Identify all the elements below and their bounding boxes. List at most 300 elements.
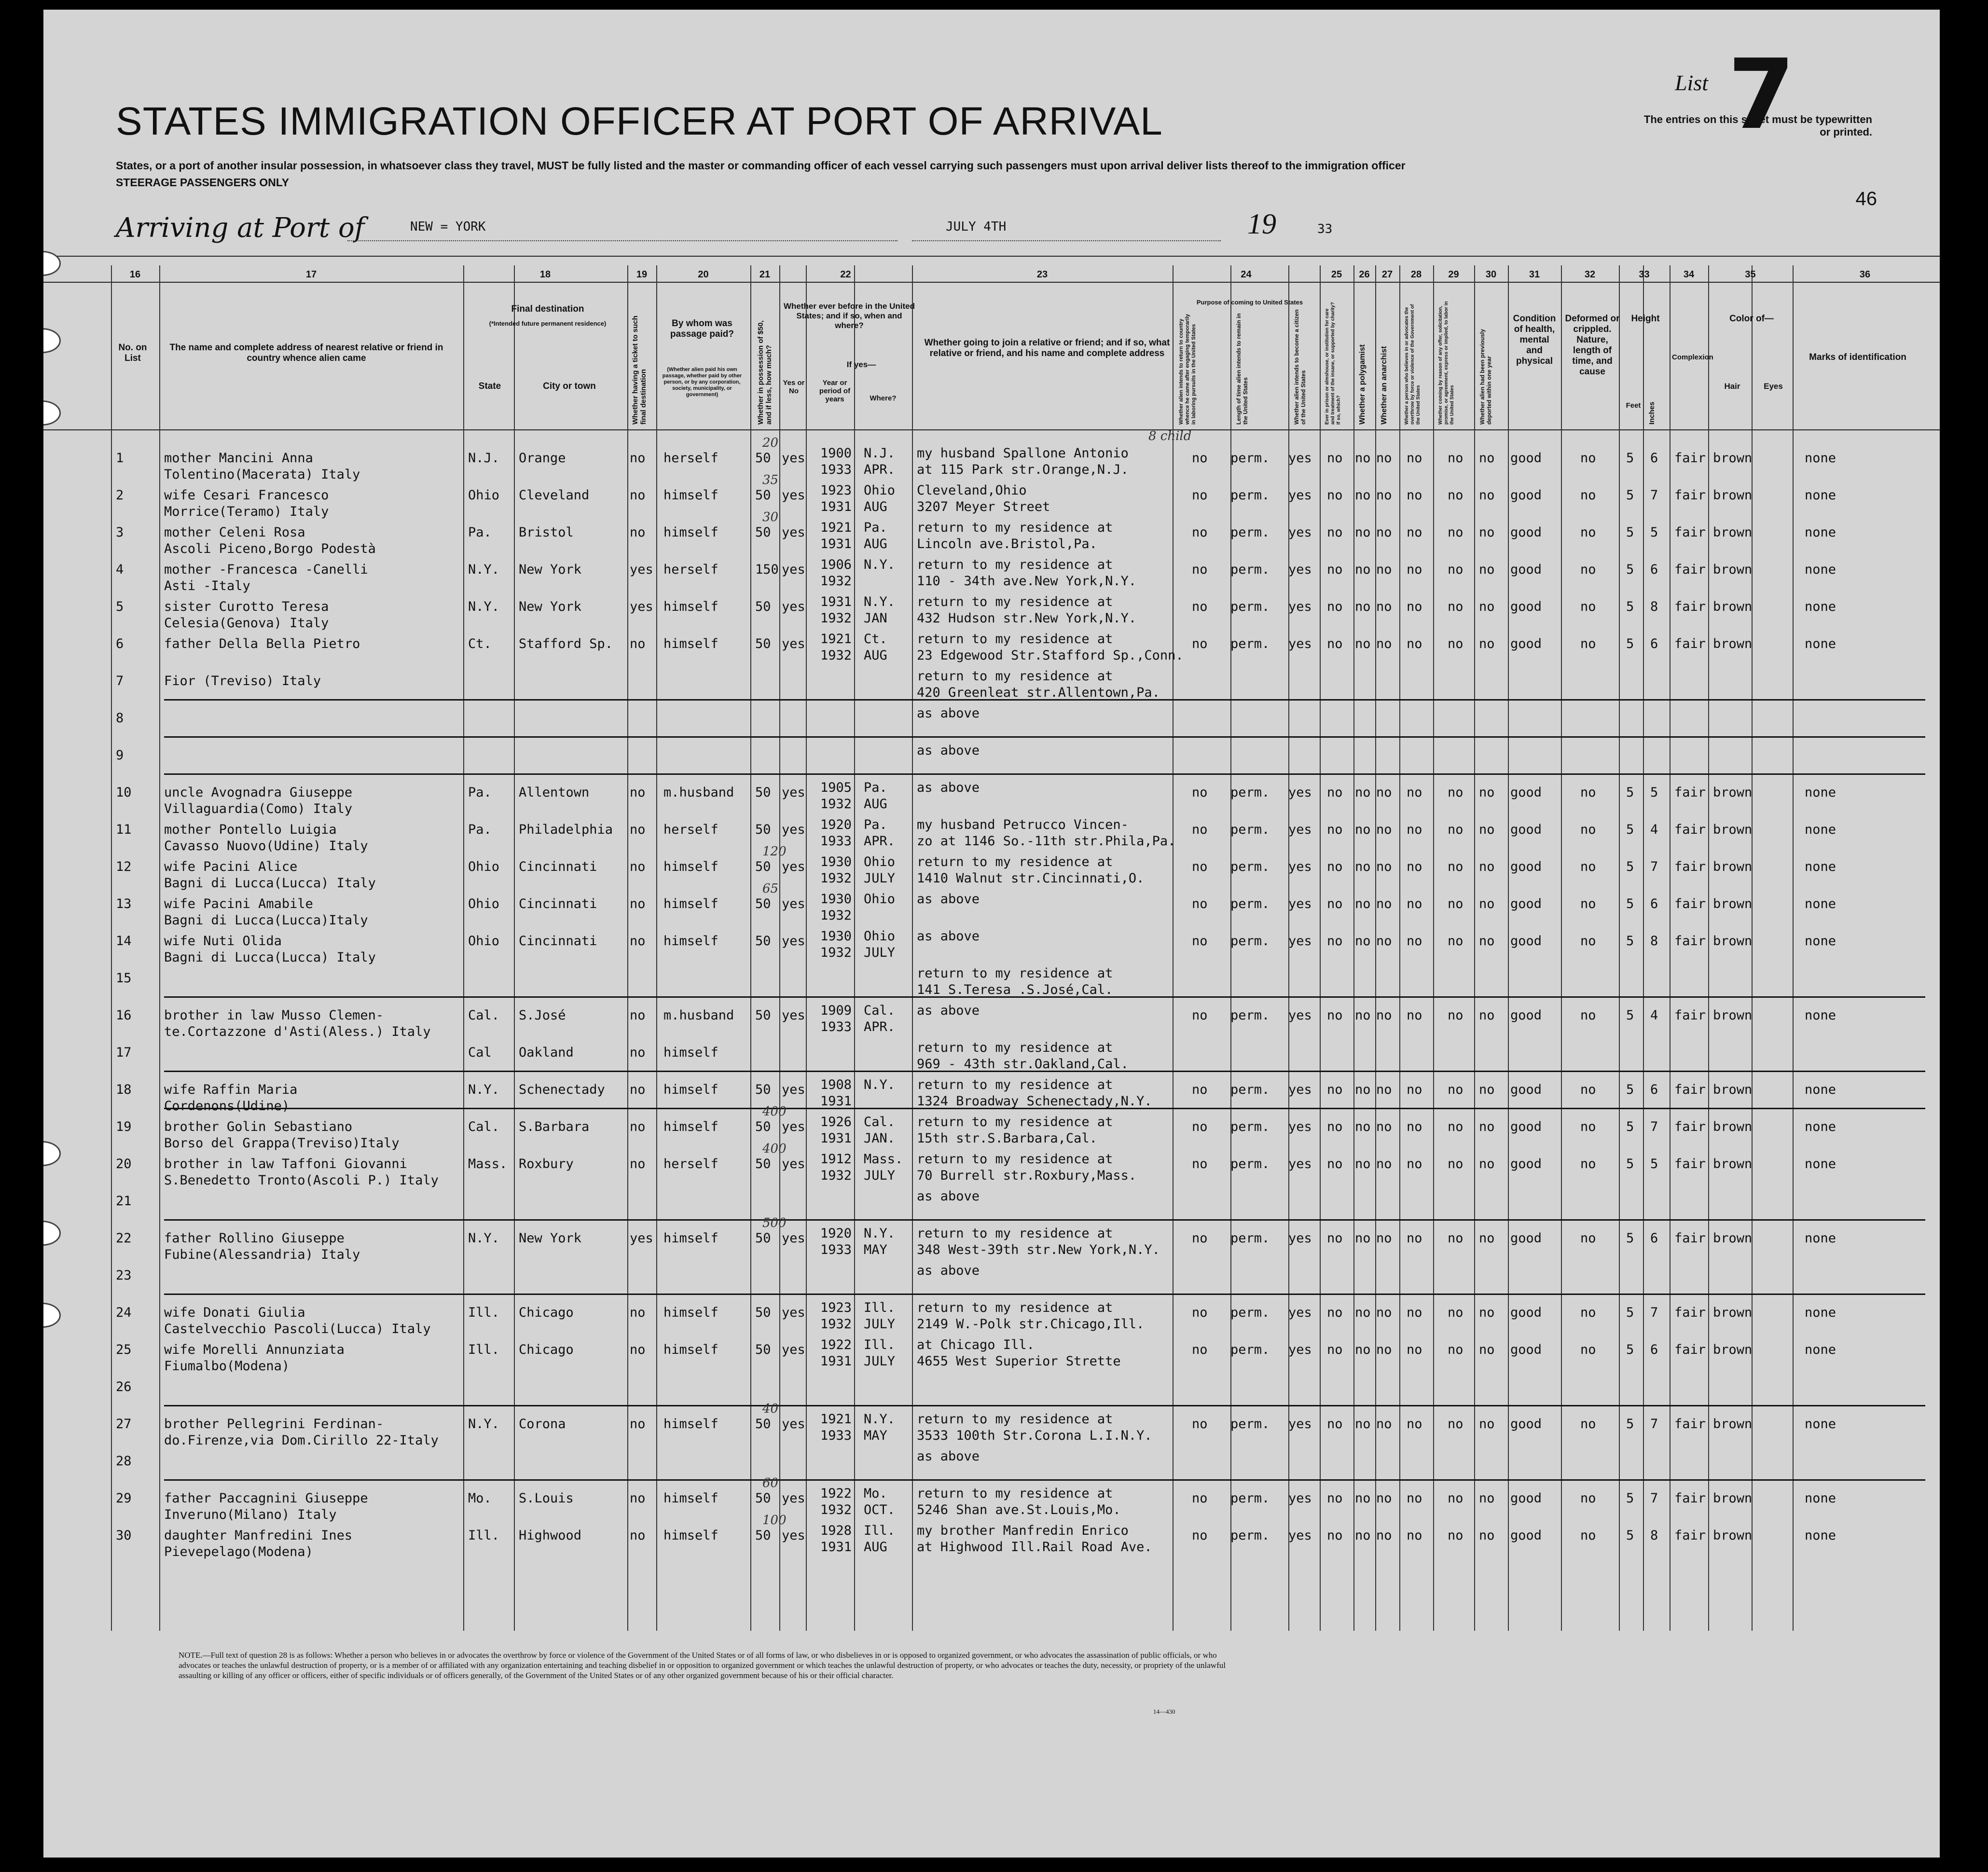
relative-town: Morrice(Teramo) Italy [164, 504, 329, 519]
health-cell: good [1510, 896, 1542, 911]
deformed-cell: no [1580, 525, 1596, 540]
money-cell: 50 [755, 1082, 771, 1097]
column-number: 33 [1639, 269, 1650, 280]
marks-cell: none [1805, 1491, 1836, 1506]
before-year-cell: 1921 [820, 632, 852, 647]
before-month-cell: OCT. [864, 1502, 896, 1517]
health-cell: good [1510, 488, 1542, 503]
q30-cell: no [1479, 1082, 1495, 1097]
join-address-cell: at 115 Park str.Orange,N.J. [917, 462, 1129, 477]
strike-line [164, 1479, 1925, 1481]
header-if-yes: If yes— [846, 360, 876, 369]
before-year-cell: 1933 [820, 1019, 852, 1034]
header-anarchist: Whether an anarchist [1380, 346, 1388, 425]
ticket-cell: no [630, 1491, 646, 1506]
purpose-return-cell: no [1192, 562, 1208, 577]
column-number: 31 [1529, 269, 1540, 280]
before-yes-no-cell: yes [782, 1119, 805, 1134]
join-relative-cell: return to my residence at [917, 1412, 1113, 1427]
paid-by-cell: himself [663, 1491, 718, 1506]
header-where: Where? [870, 394, 897, 402]
q28-cell: no [1407, 1082, 1422, 1097]
prison-cell: no [1327, 822, 1343, 837]
handwritten-amount: 400 [762, 1142, 787, 1156]
polygamist-cell: no [1355, 525, 1371, 540]
column-number: 29 [1448, 269, 1459, 280]
join-address-cell: 23 Edgewood Str.Stafford Sp.,Conn. [917, 648, 1184, 663]
money-cell: 50 [755, 1008, 771, 1023]
before-where-cell: N.J. [864, 446, 896, 461]
money-cell: 50 [755, 1491, 771, 1506]
list-number-cell: 18 [116, 1082, 132, 1097]
height-inches-cell: 6 [1650, 896, 1658, 911]
list-number-cell: 23 [116, 1268, 132, 1283]
health-cell: good [1510, 934, 1542, 949]
before-month-cell: AUG [864, 648, 887, 663]
height-inches-cell: 4 [1650, 822, 1658, 837]
before-month-cell: AUG [864, 537, 887, 551]
header-purpose-return: Whether alien intends to return to country whence he came after engaging temporarily in laboring pursuits in the United States [1178, 314, 1197, 425]
hair-cell: brown [1713, 525, 1753, 540]
complexion-cell: fair [1674, 1342, 1706, 1357]
list-number-cell: 16 [116, 1008, 132, 1023]
before-month-cell: AUG [864, 1540, 887, 1555]
header-before-us: Whether ever before in the United States; and if so, when and where? [783, 302, 915, 330]
list-number-cell: 22 [116, 1231, 132, 1246]
purpose-citizen-cell: yes [1288, 451, 1312, 466]
height-feet-cell: 5 [1626, 1305, 1634, 1320]
state-cell: N.Y. [468, 1231, 500, 1246]
ticket-cell: no [630, 859, 646, 874]
q28-cell: no [1407, 488, 1422, 503]
complexion-cell: fair [1674, 1528, 1706, 1543]
purpose-length-cell: perm. [1230, 1417, 1270, 1432]
arriving-label: Arriving at Port of [116, 212, 365, 244]
money-cell: 50 [755, 451, 771, 466]
prison-cell: no [1327, 451, 1343, 466]
purpose-length-cell: perm. [1230, 599, 1270, 614]
header-ticket: Whether having a ticket to such final destination [631, 316, 648, 425]
relative-name: brother Pellegrini Ferdinan- [164, 1417, 384, 1432]
relative-name: mother Celeni Rosa [164, 525, 305, 540]
complexion-cell: fair [1674, 1491, 1706, 1506]
header-purpose-length: Length of time alien intends to remain in the United States [1235, 313, 1249, 425]
q29-cell: no [1448, 1417, 1463, 1432]
state-cell: Ohio [468, 896, 500, 911]
q29-cell: no [1448, 1528, 1463, 1543]
join-relative-cell: as above [917, 706, 980, 721]
join-relative-cell: as above [917, 743, 980, 758]
list-number-cell: 1 [116, 451, 124, 466]
paid-by-cell: herself [663, 562, 718, 577]
purpose-length-cell: perm. [1230, 1082, 1270, 1097]
join-relative-cell: my husband Petrucco Vincen- [917, 817, 1129, 832]
purpose-citizen-cell: yes [1288, 636, 1312, 651]
paid-by-cell: himself [663, 488, 718, 503]
purpose-citizen-cell: yes [1288, 1008, 1312, 1023]
ticket-cell: no [630, 785, 646, 800]
paid-by-cell: herself [663, 451, 718, 466]
polygamist-cell: no [1355, 934, 1371, 949]
ticket-cell: no [630, 1305, 646, 1320]
height-inches-cell: 7 [1650, 1491, 1658, 1506]
column-number: 23 [1036, 269, 1048, 280]
q29-cell: no [1448, 636, 1463, 651]
complexion-cell: fair [1674, 1156, 1706, 1171]
before-where-cell: Cal. [864, 1115, 896, 1129]
deformed-cell: no [1580, 1231, 1596, 1246]
city-cell: Chicago [519, 1305, 574, 1320]
purpose-return-cell: no [1192, 1231, 1208, 1246]
q30-cell: no [1479, 1342, 1495, 1357]
prison-cell: no [1327, 1417, 1343, 1432]
footnote: NOTE.—Full text of question 28 is as follows: Whether a person who believes in or advocates the overthrow by force or violence of the Government of the United States or of all forms of law, or who disbelieves in or is opposed to organized government, or who advocates the assassination of public officials, or who advocates or teaches the unlawful destruction of property, or is a member of or affiliated with any organization entertaining and teaching disbelief in or opposition to organized government or which teaches the unlawful destruction of property, or who advocates or teaches the duty, necessity, or propriety of the unlawful assaulting or killing of any officer or officers, either of specific individuals or of officers generally, of the Government of the United States or of any other organized government because of his or their official character. [179, 1651, 1226, 1680]
paid-by-cell: himself [663, 1082, 718, 1097]
form-number: 14—430 [1153, 1708, 1175, 1715]
before-year-cell: 1931 [820, 537, 852, 551]
relative-name: wife Cesari Francesco [164, 488, 329, 503]
join-address-cell: 15th str.S.Barbara,Cal. [917, 1131, 1097, 1146]
before-year-cell: 1931 [820, 1131, 852, 1146]
polygamist-cell: no [1355, 636, 1371, 651]
port-value: NEW = YORK [410, 220, 486, 234]
complexion-cell: fair [1674, 1008, 1706, 1023]
year-suffix: 33 [1317, 222, 1333, 236]
header-feet: Feet [1626, 401, 1641, 410]
paid-by-cell: himself [663, 1305, 718, 1320]
city-cell: Corona [519, 1417, 566, 1432]
deformed-cell: no [1580, 488, 1596, 503]
header-no-on-list: No. on List [118, 343, 147, 363]
q28-cell: no [1407, 785, 1422, 800]
before-year-cell: 1905 [820, 780, 852, 795]
polygamist-cell: no [1355, 1008, 1371, 1023]
relative-name: brother in law Musso Clemen- [164, 1008, 384, 1023]
q28-cell: no [1407, 934, 1422, 949]
handwritten-annotation: 8 child [1148, 429, 1192, 443]
join-relative-cell: return to my residence at [917, 520, 1113, 535]
column-number: 20 [698, 269, 709, 280]
before-year-cell: 1933 [820, 462, 852, 477]
list-number-cell: 5 [116, 599, 124, 614]
before-month-cell: AUG [864, 499, 887, 514]
relative-town: Tolentino(Macerata) Italy [164, 467, 360, 482]
purpose-length-cell: perm. [1230, 1305, 1270, 1320]
header-q30: Whether alien had been previously deported within one year [1479, 329, 1492, 425]
marks-cell: none [1805, 785, 1836, 800]
money-cell: 50 [755, 822, 771, 837]
hair-cell: brown [1713, 822, 1753, 837]
header-health: Condition of health, mental and physical [1513, 314, 1556, 366]
list-number-cell: 12 [116, 859, 132, 874]
before-year-cell: 1906 [820, 557, 852, 572]
paid-by-cell: herself [663, 822, 718, 837]
money-cell: 150 [755, 562, 779, 577]
join-relative-cell: return to my residence at [917, 632, 1113, 647]
join-address-cell: 141 S.Teresa .S.José,Cal. [917, 982, 1113, 997]
marks-cell: none [1805, 488, 1836, 503]
relative-name: mother Mancini Anna [164, 451, 313, 466]
join-relative-cell: return to my residence at [917, 557, 1113, 572]
anarchist-cell: no [1376, 1119, 1392, 1134]
relative-town: Cavasso Nuovo(Udine) Italy [164, 839, 368, 853]
q30-cell: no [1479, 934, 1495, 949]
height-inches-cell: 5 [1650, 785, 1658, 800]
before-month-cell: MAY [864, 1428, 887, 1443]
q28-cell: no [1407, 1491, 1422, 1506]
purpose-return-cell: no [1192, 934, 1208, 949]
header-join: Whether going to join a relative or friend; and if so, what relative or friend, and his name and complete address [924, 338, 1170, 358]
relative-name: father Rollino Giuseppe [164, 1231, 345, 1246]
list-number-cell: 20 [116, 1156, 132, 1171]
health-cell: good [1510, 1082, 1542, 1097]
q30-cell: no [1479, 1491, 1495, 1506]
column-number: 28 [1410, 269, 1422, 280]
anarchist-cell: no [1376, 1491, 1392, 1506]
purpose-length-cell: perm. [1230, 488, 1270, 503]
purpose-length-cell: perm. [1230, 636, 1270, 651]
before-year-cell: 1932 [820, 574, 852, 589]
state-cell: Ct. [468, 636, 492, 651]
complexion-cell: fair [1674, 636, 1706, 651]
marks-cell: none [1805, 896, 1836, 911]
purpose-citizen-cell: yes [1288, 562, 1312, 577]
height-feet-cell: 5 [1626, 785, 1634, 800]
handwritten-amount: 65 [762, 881, 779, 896]
strike-line [164, 1405, 1925, 1406]
purpose-citizen-cell: yes [1288, 1156, 1312, 1171]
money-cell: 50 [755, 934, 771, 949]
before-where-cell: Pa. [864, 780, 887, 795]
purpose-return-cell: no [1192, 451, 1208, 466]
table-row [43, 702, 1940, 738]
anarchist-cell: no [1376, 934, 1392, 949]
header-hair: Hair [1724, 382, 1740, 391]
purpose-return-cell: no [1192, 488, 1208, 503]
table-row [43, 1370, 1940, 1407]
join-relative-cell: return to my residence at [917, 1486, 1113, 1501]
header-year-period: Year or period of years [819, 379, 851, 403]
header-color-of: Color of— [1729, 314, 1774, 324]
q28-cell: no [1407, 1119, 1422, 1134]
before-where-cell: N.Y. [864, 557, 896, 572]
purpose-citizen-cell: yes [1288, 1491, 1312, 1506]
marks-cell: none [1805, 1528, 1836, 1543]
complexion-cell: fair [1674, 934, 1706, 949]
anarchist-cell: no [1376, 599, 1392, 614]
height-inches-cell: 7 [1650, 1305, 1658, 1320]
before-where-cell: Ill. [864, 1300, 896, 1315]
before-yes-no-cell: yes [782, 562, 805, 577]
handwritten-amount: 120 [762, 844, 787, 859]
q30-cell: no [1479, 451, 1495, 466]
relative-name: brother Golin Sebastiano [164, 1119, 353, 1134]
before-yes-no-cell: yes [782, 1491, 805, 1506]
column-number: 34 [1683, 269, 1695, 280]
list-number-cell: 8 [116, 711, 124, 726]
polygamist-cell: no [1355, 785, 1371, 800]
anarchist-cell: no [1376, 1008, 1392, 1023]
state-cell: Ohio [468, 859, 500, 874]
deformed-cell: no [1580, 785, 1596, 800]
header-city: City or town [543, 381, 596, 391]
health-cell: good [1510, 1342, 1542, 1357]
before-year-cell: 1931 [820, 594, 852, 609]
join-address-cell: zo at 1146 So.-11th str.Phila,Pa. [917, 834, 1176, 849]
table-row [43, 776, 1940, 816]
join-relative-cell: my husband Spallone Antonio [917, 446, 1129, 461]
join-relative-cell: as above [917, 1263, 980, 1278]
before-where-cell: Ohio [864, 929, 896, 944]
height-feet-cell: 5 [1626, 1082, 1634, 1097]
before-year-cell: 1931 [820, 1540, 852, 1555]
health-cell: good [1510, 562, 1542, 577]
join-address-cell: 1324 Broadway Schenectady,N.Y. [917, 1094, 1152, 1109]
before-year-cell: 1931 [820, 1354, 852, 1369]
before-year-cell: 1932 [820, 908, 852, 923]
city-cell: S.José [519, 1008, 566, 1023]
before-year-cell: 1926 [820, 1115, 852, 1129]
state-cell: Mass. [468, 1156, 508, 1171]
relative-name: wife Donati Giulia [164, 1305, 305, 1320]
paid-by-cell: himself [663, 1045, 718, 1060]
health-cell: good [1510, 451, 1542, 466]
header-final-destination-note: (*Intended future permanent residence) [489, 320, 607, 327]
q28-cell: no [1407, 562, 1422, 577]
purpose-citizen-cell: yes [1288, 599, 1312, 614]
health-cell: good [1510, 1119, 1542, 1134]
before-month-cell: JAN [864, 611, 887, 626]
join-address-cell: 5246 Shan ave.St.Louis,Mo. [917, 1502, 1121, 1517]
health-cell: good [1510, 1156, 1542, 1171]
q28-cell: no [1407, 822, 1422, 837]
anarchist-cell: no [1376, 636, 1392, 651]
port-underline [347, 240, 897, 241]
city-cell: Cleveland [519, 488, 590, 503]
before-where-cell: N.Y. [864, 1077, 896, 1092]
hair-cell: brown [1713, 1231, 1753, 1246]
anarchist-cell: no [1376, 1342, 1392, 1357]
height-inches-cell: 8 [1650, 1528, 1658, 1543]
ticket-cell: no [630, 451, 646, 466]
before-year-cell: 1900 [820, 446, 852, 461]
q28-cell: no [1407, 1008, 1422, 1023]
before-year-cell: 1909 [820, 1003, 852, 1018]
height-inches-cell: 6 [1650, 1231, 1658, 1246]
deformed-cell: no [1580, 1119, 1596, 1134]
join-address-cell: 2149 W.-Polk str.Chicago,Ill. [917, 1317, 1145, 1332]
relative-name: wife Raffin Maria [164, 1082, 298, 1097]
list-number: 7 [1727, 39, 1795, 151]
purpose-citizen-cell: yes [1288, 1119, 1312, 1134]
strike-line [164, 699, 1925, 701]
join-address-cell: 969 - 43th str.Oakland,Cal. [917, 1057, 1129, 1072]
polygamist-cell: no [1355, 1342, 1371, 1357]
before-year-cell: 1932 [820, 1317, 852, 1332]
purpose-citizen-cell: yes [1288, 1528, 1312, 1543]
ticket-cell: no [630, 822, 646, 837]
height-feet-cell: 5 [1626, 1119, 1634, 1134]
steerage-label: STEERAGE PASSENGERS ONLY [116, 176, 290, 189]
height-inches-cell: 8 [1650, 934, 1658, 949]
state-cell: Ill. [468, 1528, 500, 1543]
deformed-cell: no [1580, 822, 1596, 837]
purpose-length-cell: perm. [1230, 1156, 1270, 1171]
health-cell: good [1510, 1528, 1542, 1543]
q28-cell: no [1407, 599, 1422, 614]
deformed-cell: no [1580, 1082, 1596, 1097]
health-cell: good [1510, 1305, 1542, 1320]
before-where-cell: Ct. [864, 632, 887, 647]
purpose-return-cell: no [1192, 1305, 1208, 1320]
ticket-cell: no [630, 488, 646, 503]
q29-cell: no [1448, 1008, 1463, 1023]
relative-town: do.Firenze,via Dom.Cirillo 22-Italy [164, 1433, 439, 1448]
handwritten-amount: 30 [762, 510, 779, 524]
city-cell: Schenectady [519, 1082, 605, 1097]
colnum-rule [43, 282, 1940, 283]
q30-cell: no [1479, 1528, 1495, 1543]
join-address-cell: 420 Greenleat str.Allentown,Pa. [917, 685, 1160, 700]
deformed-cell: no [1580, 599, 1596, 614]
join-relative-cell: return to my residence at [917, 1115, 1113, 1129]
before-where-cell: N.Y. [864, 1412, 896, 1427]
q28-cell: no [1407, 1156, 1422, 1171]
relative-name: mother Pontello Luigia [164, 822, 337, 837]
ticket-cell: no [630, 1417, 646, 1432]
join-relative-cell: return to my residence at [917, 594, 1113, 609]
column-number: 18 [539, 269, 551, 280]
city-cell: New York [519, 1231, 582, 1246]
polygamist-cell: no [1355, 599, 1371, 614]
before-where-cell: Ohio [864, 854, 896, 869]
q30-cell: no [1479, 562, 1495, 577]
year-prefix: 19 [1247, 208, 1276, 240]
height-inches-cell: 5 [1650, 525, 1658, 540]
prison-cell: no [1327, 488, 1343, 503]
complexion-cell: fair [1674, 1417, 1706, 1432]
table-row [43, 1333, 1940, 1374]
q30-cell: no [1479, 1008, 1495, 1023]
deformed-cell: no [1580, 636, 1596, 651]
q30-cell: no [1479, 599, 1495, 614]
marks-cell: none [1805, 1156, 1836, 1171]
height-feet-cell: 5 [1626, 1156, 1634, 1171]
purpose-citizen-cell: yes [1288, 1417, 1312, 1432]
prison-cell: no [1327, 562, 1343, 577]
state-cell: Ill. [468, 1342, 500, 1357]
city-cell: Highwood [519, 1528, 582, 1543]
header-q29: Whether coming by reason of any offer, solicitation, promise, or agreement, express or implied, to labor in the United States [1438, 301, 1455, 425]
hair-cell: brown [1713, 1008, 1753, 1023]
before-yes-no-cell: yes [782, 1156, 805, 1171]
relative-town: Castelvecchio Pascoli(Lucca) Italy [164, 1321, 431, 1336]
header-yes-no: Yes or No [783, 379, 805, 395]
before-year-cell: 1921 [820, 1412, 852, 1427]
handwritten-amount: 60 [762, 1476, 779, 1490]
complexion-cell: fair [1674, 1119, 1706, 1134]
height-feet-cell: 5 [1626, 525, 1634, 540]
header-q28: Whether a person who believes in or advocates the overthrow by force or violence of the Government of the United States [1404, 304, 1421, 425]
join-relative-cell: as above [917, 1449, 980, 1464]
list-number-cell: 3 [116, 525, 124, 540]
purpose-length-cell: perm. [1230, 525, 1270, 540]
ticket-cell: yes [630, 1231, 653, 1246]
before-where-cell: Mo. [864, 1486, 887, 1501]
prison-cell: no [1327, 859, 1343, 874]
strike-line [164, 1294, 1925, 1295]
before-yes-no-cell: yes [782, 1082, 805, 1097]
